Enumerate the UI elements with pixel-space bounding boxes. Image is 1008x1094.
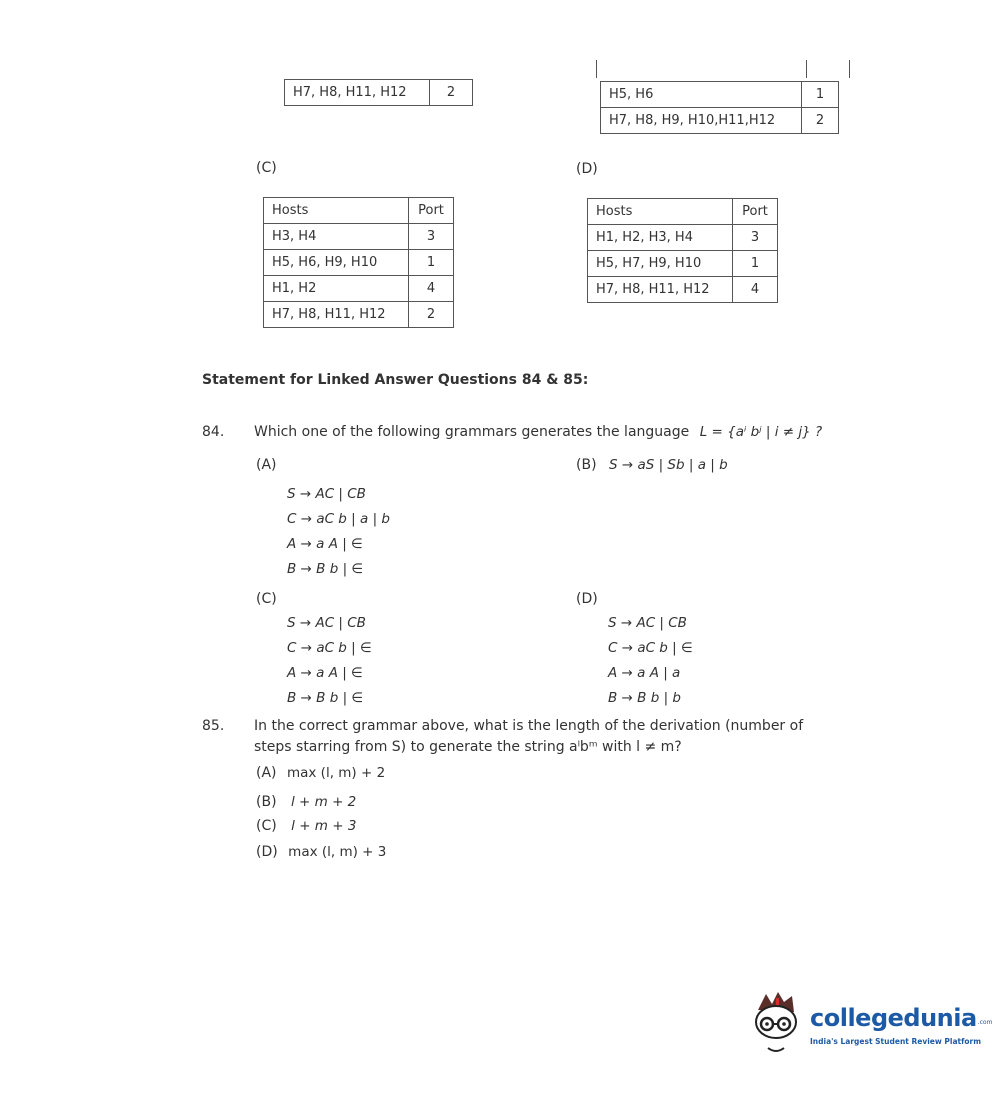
q84-opt-b-label: (B) — [576, 457, 597, 473]
grammar-rule: S → AC | CB — [287, 615, 366, 631]
table-header-row — [588, 199, 778, 225]
logo-suffix: .com — [977, 1018, 993, 1026]
hosts-header: Hosts — [588, 199, 733, 225]
table-row — [264, 250, 454, 276]
q85-option — [256, 765, 385, 781]
table-row — [601, 82, 839, 108]
port-cell: 2 — [409, 302, 454, 328]
q85-option-text: l + m + 3 — [291, 818, 357, 834]
q84-text — [254, 424, 822, 440]
q85-line-1: In the correct grammar above, what is the length of the derivation (number of — [254, 718, 804, 734]
hosts-cell: H7, H8, H9, H10,H11,H12 — [601, 108, 802, 134]
q85-option-label: (A) — [256, 765, 277, 781]
option-c-table — [263, 197, 454, 328]
table-row — [588, 225, 778, 251]
logo-name: collegedunia — [810, 1004, 977, 1032]
port-cell: 1 — [802, 82, 839, 108]
hosts-cell: H7, H8, H11, H12 — [285, 80, 430, 106]
grammar-rule: C → aC b | a | b — [287, 511, 390, 527]
port-cell: 1 — [733, 251, 778, 277]
hosts-cell: H7, H8, H11, H12 — [588, 277, 733, 303]
q84-opt-b — [576, 457, 728, 473]
cut-off-table-fragment — [596, 60, 850, 78]
q85-option-label: (B) — [256, 794, 277, 810]
grammar-rule: C → aC b | ∈ — [287, 640, 372, 656]
port-cell: 1 — [409, 250, 454, 276]
port-header: Port — [409, 198, 454, 224]
hosts-cell: H5, H6 — [601, 82, 802, 108]
option-d-label: (D) — [576, 161, 598, 177]
option-d-table — [587, 198, 778, 303]
top-right-table — [600, 81, 839, 134]
q85-number: 85. — [202, 718, 225, 734]
q85-option-label: (D) — [256, 844, 278, 860]
option-c-label: (C) — [256, 160, 277, 176]
grammar-rule: B → B b | ∈ — [287, 561, 364, 577]
q85-option — [256, 818, 356, 834]
q84-opt-d-label: (D) — [576, 591, 598, 607]
hosts-cell: H3, H4 — [264, 224, 409, 250]
q85-option-text: max (l, m) + 2 — [286, 765, 386, 781]
table-header-row — [264, 198, 454, 224]
port-cell: 4 — [733, 277, 778, 303]
hosts-cell: H7, H8, H11, H12 — [264, 302, 409, 328]
table-row — [264, 276, 454, 302]
hosts-cell: H5, H6, H9, H10 — [264, 250, 409, 276]
q85-option-text: max (l, m) + 3 — [288, 844, 387, 860]
q85-option — [256, 794, 356, 810]
grammar-rule: S → AC | CB — [287, 486, 366, 502]
table-row — [601, 108, 839, 134]
grammar-rule: S → AC | CB — [608, 615, 687, 631]
q84-opt-a-label: (A) — [256, 457, 277, 473]
q84-language: L = {aⁱ bʲ | i ≠ j} ? — [699, 424, 823, 440]
table-row — [264, 302, 454, 328]
port-header: Port — [733, 199, 778, 225]
hosts-cell: H1, H2, H3, H4 — [588, 225, 733, 251]
mascot-icon — [748, 988, 806, 1058]
logo — [810, 1004, 992, 1032]
grammar-rule: C → aC b | ∈ — [608, 640, 693, 656]
grammar-rule: A → a A | ∈ — [287, 665, 363, 681]
hosts-cell: H5, H7, H9, H10 — [588, 251, 733, 277]
port-cell: 3 — [733, 225, 778, 251]
top-left-table — [284, 79, 473, 106]
linked-statement: Statement for Linked Answer Questions 84 & 85: — [202, 372, 589, 388]
logo-tagline: India's Largest Student Review Platform — [810, 1037, 982, 1046]
grammar-rule: B → B b | b — [608, 690, 681, 706]
q84-opt-c-label: (C) — [256, 591, 277, 607]
q84-opt-b-rule: S → aS | Sb | a | b — [608, 457, 728, 473]
hosts-header: Hosts — [264, 198, 409, 224]
table-row — [285, 80, 473, 106]
q84-number: 84. — [202, 424, 225, 440]
q84-question: Which one of the following grammars generates the language — [254, 424, 690, 440]
grammar-rule: A → a A | ∈ — [287, 536, 363, 552]
port-cell: 2 — [430, 80, 473, 106]
port-cell: 4 — [409, 276, 454, 302]
q85-option-text: l + m + 2 — [290, 794, 357, 810]
q85-option — [256, 844, 386, 860]
grammar-rule: B → B b | ∈ — [287, 690, 364, 706]
table-row — [264, 224, 454, 250]
table-row — [588, 251, 778, 277]
table-row — [588, 277, 778, 303]
q85-option-label: (C) — [256, 818, 277, 834]
port-cell: 2 — [802, 108, 839, 134]
hosts-cell: H1, H2 — [264, 276, 409, 302]
port-cell: 3 — [409, 224, 454, 250]
q85-line-2: steps starring from S) to generate the string aˡbᵐ with l ≠ m? — [254, 739, 682, 755]
grammar-rule: A → a A | a — [608, 665, 681, 681]
